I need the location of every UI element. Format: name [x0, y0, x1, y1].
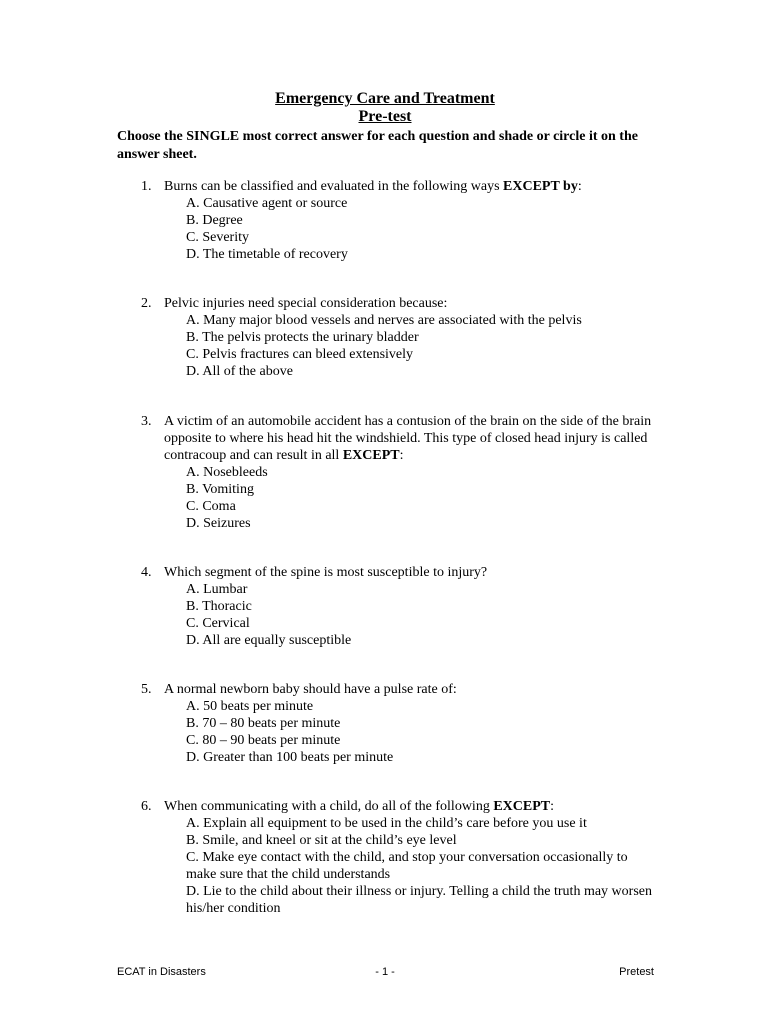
question-5	[141, 681, 661, 766]
footer-left: ECAT in Disasters	[117, 966, 206, 978]
stem-emphasis: EXCEPT by	[503, 179, 578, 194]
document-title: Emergency Care and Treatment	[275, 90, 495, 107]
stem-end: :	[577, 179, 582, 194]
stem-text: When communicating with a child, do all of the following	[164, 799, 494, 814]
stem-end: :	[399, 448, 404, 463]
option-c[interactable]: C. 80 – 90 beats per minute	[186, 733, 341, 748]
question-4	[141, 564, 661, 649]
stem-text: A victim of an automobile accident has a contusion of the brain on the side of the brain opposite to where his head hit the windshield. This type of closed head injury is called contracoup and can result in all	[164, 414, 652, 463]
stem-text: Which segment of the spine is most susceptible to injury?	[164, 565, 488, 580]
option-d[interactable]: D. Greater than 100 beats per minute	[186, 750, 394, 765]
answer-options	[141, 312, 661, 380]
option-c[interactable]: C. Cervical	[186, 616, 250, 631]
question-stem	[141, 564, 661, 581]
question-1	[141, 178, 661, 263]
option-b[interactable]: B. 70 – 80 beats per minute	[186, 716, 341, 731]
page-number: - 1 -	[375, 966, 395, 978]
stem-text: A normal newborn baby should have a pulse rate of:	[164, 682, 457, 697]
question-6	[141, 798, 661, 917]
option-d[interactable]: D. All are equally susceptible	[186, 633, 352, 648]
option-c[interactable]: C. Coma	[186, 499, 236, 514]
option-a[interactable]: A. Causative agent or source	[186, 196, 348, 211]
option-a[interactable]: A. 50 beats per minute	[186, 699, 314, 714]
option-d[interactable]: D. Lie to the child about their illness or injury. Telling a child the truth may worsen his/her condition	[186, 884, 652, 916]
question-number: 4.	[141, 565, 152, 580]
answer-options	[141, 698, 661, 766]
answer-options	[141, 815, 661, 917]
question-number: 6.	[141, 799, 152, 814]
document-subtitle: Pre-test	[358, 108, 412, 125]
question-stem	[141, 413, 661, 464]
answer-options	[141, 581, 661, 649]
instructions: Choose the SINGLE most correct answer for each question and shade or circle it on the answer sheet.	[117, 129, 638, 162]
question-stem	[141, 295, 661, 312]
option-b[interactable]: B. Degree	[186, 213, 243, 228]
question-number: 3.	[141, 414, 152, 429]
option-c[interactable]: C. Pelvis fractures can bleed extensively	[186, 347, 414, 362]
question-3	[141, 413, 661, 532]
question-2	[141, 295, 661, 380]
option-d[interactable]: D. Seizures	[186, 516, 251, 531]
answer-options	[141, 195, 661, 263]
answer-options	[141, 464, 661, 532]
question-stem	[141, 798, 661, 815]
stem-end: :	[550, 799, 555, 814]
question-stem	[141, 178, 661, 195]
option-a[interactable]: A. Lumbar	[186, 582, 248, 597]
footer-right: Pretest	[619, 966, 654, 978]
option-d[interactable]: D. The timetable of recovery	[186, 247, 348, 262]
question-stem	[141, 681, 661, 698]
question-number: 1.	[141, 179, 152, 194]
option-a[interactable]: A. Explain all equipment to be used in the child’s care before you use it	[186, 816, 587, 831]
option-b[interactable]: B. Vomiting	[186, 482, 254, 497]
option-b[interactable]: B. Smile, and kneel or sit at the child’s eye level	[186, 833, 457, 848]
option-b[interactable]: B. Thoracic	[186, 599, 252, 614]
option-c[interactable]: C. Make eye contact with the child, and stop your conversation occasionally to make sure that the child understands	[186, 850, 628, 882]
option-c[interactable]: C. Severity	[186, 230, 249, 245]
stem-text: Pelvic injuries need special consideration because:	[164, 296, 448, 311]
option-a[interactable]: A. Nosebleeds	[186, 465, 268, 480]
stem-emphasis: EXCEPT	[342, 448, 400, 463]
question-number: 2.	[141, 296, 152, 311]
stem-emphasis: EXCEPT	[493, 799, 551, 814]
option-b[interactable]: B. The pelvis protects the urinary bladder	[186, 330, 419, 345]
question-number: 5.	[141, 682, 152, 697]
option-a[interactable]: A. Many major blood vessels and nerves are associated with the pelvis	[186, 313, 582, 328]
stem-text: Burns can be classified and evaluated in the following ways	[164, 179, 504, 194]
option-d[interactable]: D. All of the above	[186, 364, 293, 379]
